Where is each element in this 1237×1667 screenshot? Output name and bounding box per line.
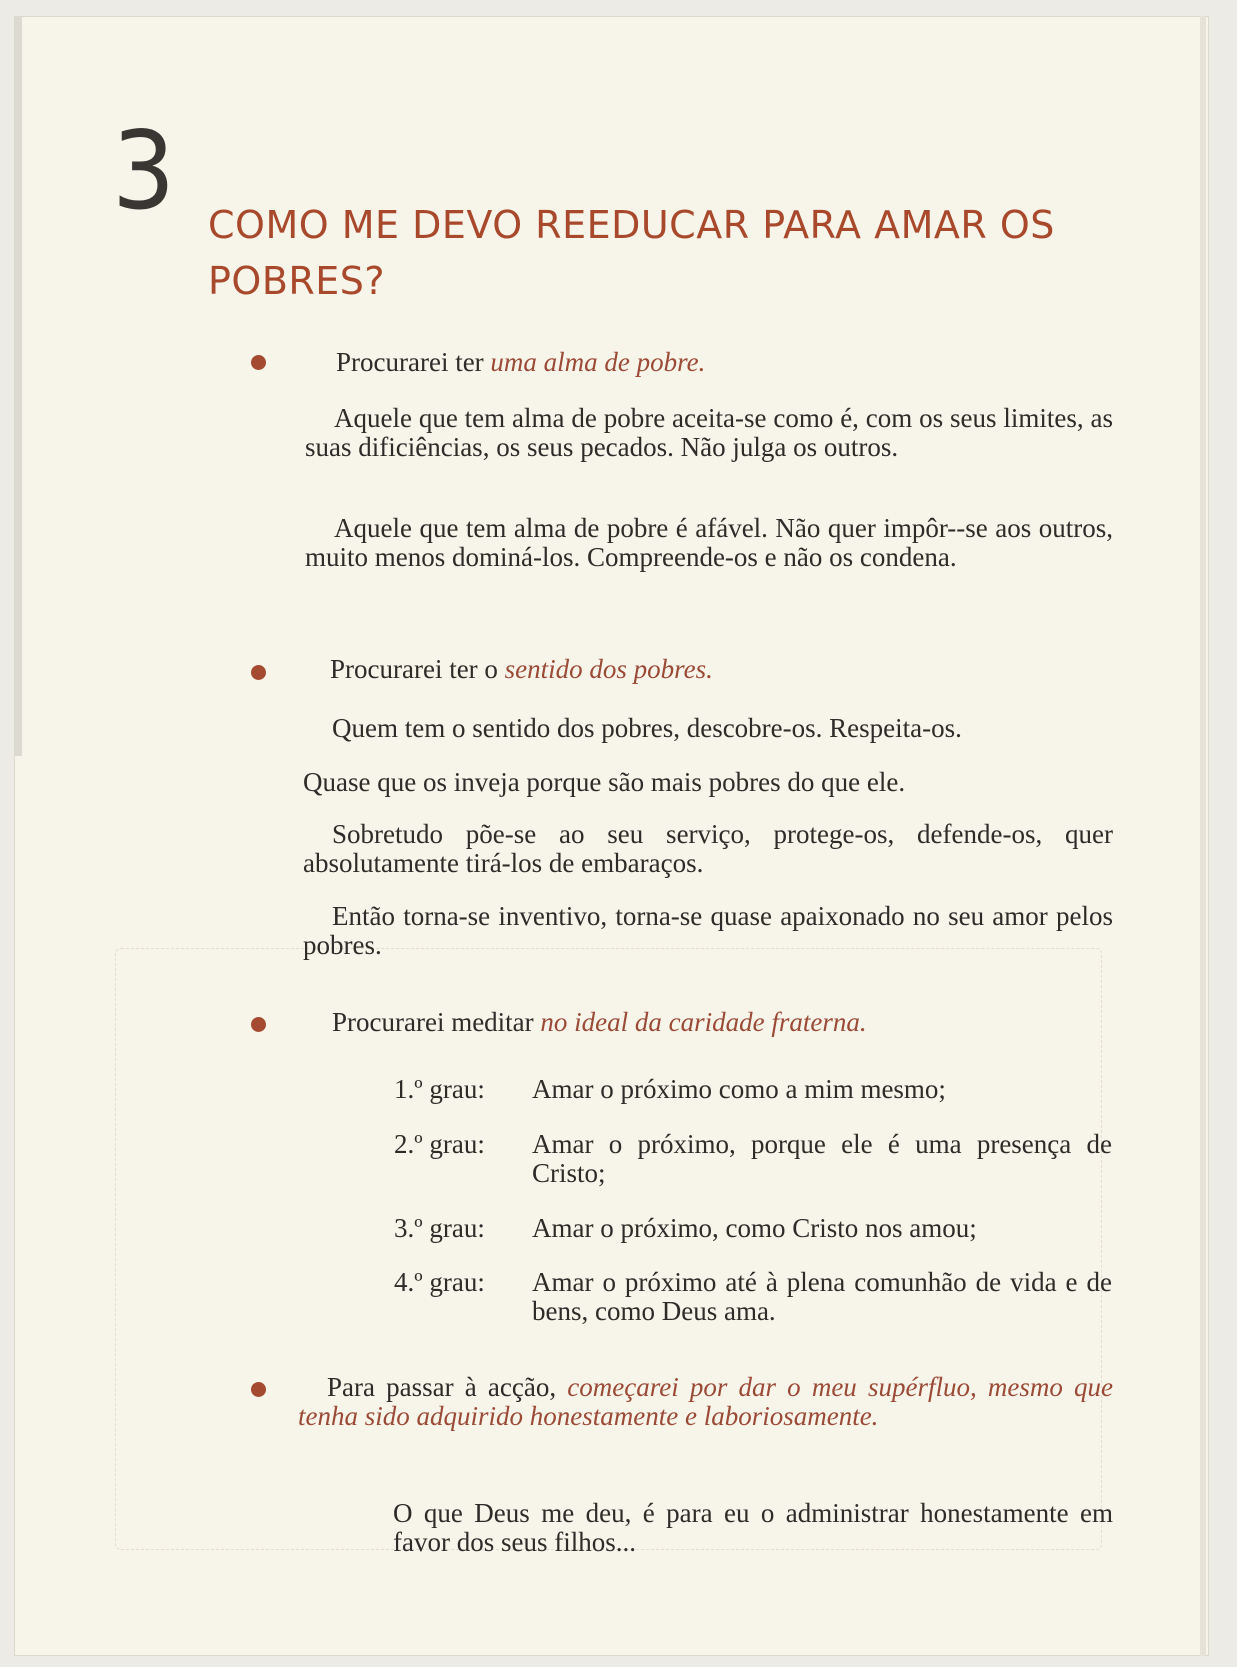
item-2-paragraph-4: Então torna-se inventivo, torna-se quase apaixonado no seu amor pelos pobres.: [303, 901, 1113, 960]
grade-text: Amar o próximo, como Cristo nos amou;: [532, 1213, 977, 1243]
item-4-heading: [298, 1373, 1113, 1431]
item-3-lead: Procurarei meditar: [332, 1007, 534, 1037]
item-2-highlight: sentido dos pobres.: [504, 654, 713, 684]
bullet-dot: [251, 1017, 266, 1032]
page-edge-right: [1200, 16, 1206, 1656]
item-4-lead: Para passar à acção,: [327, 1372, 557, 1402]
grade-text: Amar o próximo até à plena comunhão de vida e de bens, como Deus ama.: [532, 1267, 1112, 1326]
bullet-dot: [251, 355, 266, 370]
item-2-lead: Procurarei ter o: [330, 654, 498, 684]
item-1-lead: Procurarei ter: [336, 347, 484, 377]
bullet-dot: [251, 665, 266, 680]
grade-text: Amar o próximo como a mim mesmo;: [532, 1074, 946, 1104]
item-4-highlight: começarei por dar o meu supérfluo, mesmo que tenha sido adquirido honestamente e laboriosamente.: [298, 1372, 1113, 1431]
grade-label: 4.º grau:: [394, 1267, 485, 1297]
item-1-paragraph-1: Aquele que tem alma de pobre aceita-se como é, com os seus limites, as suas dificiências, os seus pecados. Não julga os outros.: [305, 403, 1113, 462]
item-3-highlight: no ideal da caridade fraterna.: [540, 1007, 867, 1037]
item-4-paragraph-1: O que Deus me deu, é para eu o administrar honestamente em favor dos seus filhos...: [393, 1498, 1113, 1557]
item-3-heading: [332, 1008, 867, 1037]
item-2-heading: [330, 655, 713, 684]
show-through-frame: [115, 948, 1102, 1550]
item-1-highlight: uma alma de pobre.: [490, 347, 706, 377]
grade-label: 2.º grau:: [394, 1129, 485, 1159]
grade-label: 3.º grau:: [394, 1213, 485, 1243]
item-1-heading: [336, 348, 705, 377]
item-2-paragraph-2: Quase que os inveja porque são mais pobres do que ele.: [303, 767, 906, 797]
grade-label: 1.º grau:: [394, 1074, 485, 1104]
item-1-paragraph-2: Aquele que tem alma de pobre é afável. Não quer impôr--se aos outros, muito menos dominá-los. Compreende-os e não os condena.: [305, 513, 1113, 572]
page-edge-left: [14, 16, 22, 756]
section-title: COMO ME DEVO REEDUCAR PARA AMAR OS POBRES?: [208, 203, 1055, 303]
grade-text: Amar o próximo, porque ele é uma presença de Cristo;: [532, 1129, 1112, 1188]
bullet-dot: [251, 1382, 266, 1397]
section-number: 3: [112, 109, 176, 234]
item-2-paragraph-3: Sobretudo põe-se ao seu serviço, protege-os, defende-os, quer absolutamente tirá-los de embaraços.: [303, 819, 1113, 878]
item-2-paragraph-1: Quem tem o sentido dos pobres, descobre-os. Respeita-os.: [332, 713, 962, 743]
